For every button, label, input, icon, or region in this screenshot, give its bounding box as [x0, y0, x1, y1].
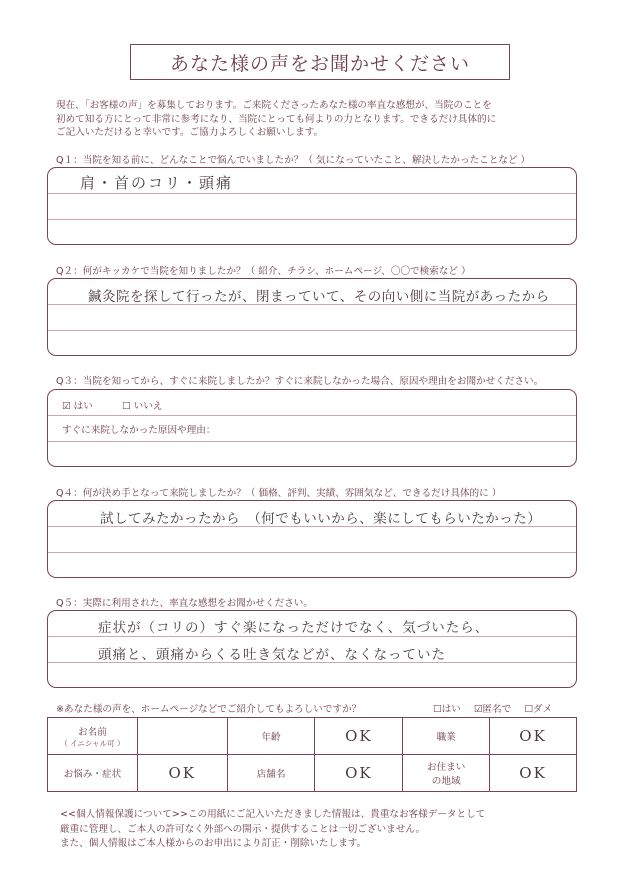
- yes-checkbox[interactable]: ☑ はい: [62, 401, 93, 412]
- age-field[interactable]: [315, 718, 403, 755]
- privacy-line: また、個人情報はご本人様からのお申出により訂正・削除いたします。: [60, 838, 367, 849]
- job-field[interactable]: [490, 718, 577, 755]
- consent-question: ※あなた様の声を、ホームページなどでご紹介してもよろしいですか？: [56, 704, 362, 715]
- answer-line: [48, 636, 576, 637]
- question-1: Q１：当院を知る前に、どんなことで悩んでいましたか？（ 気になっていたこと、解決したかったことなど ）: [56, 155, 531, 166]
- symptom-field[interactable]: [137, 755, 227, 792]
- answer-line: [48, 441, 576, 442]
- privacy-notice: [60, 808, 590, 852]
- answer-box-4[interactable]: [47, 500, 577, 578]
- question-4: Q４：何が決め手となって来院しましたか？（ 価格、評判、実績、雰囲気など、できるだけ具体的に ）: [56, 488, 502, 499]
- name-field[interactable]: [137, 718, 227, 755]
- answer-box-5[interactable]: [47, 610, 577, 688]
- privacy-line: <<個人情報保護について>>この用紙にご記入いただきました情報は、貴重なお客様データとして: [60, 809, 486, 820]
- question-5: Q５：実際に利用された、率直な感想をお聞かせください。: [56, 598, 313, 609]
- symptom-value: OK: [168, 764, 196, 782]
- store-label: 店舗名: [227, 755, 315, 792]
- privacy-line: 厳重に管理し、ご本人の許可なく外部への開示・提供することは一切ございません。: [60, 823, 426, 835]
- consent-options: [433, 701, 552, 715]
- reason-label: すぐに来院しなかった原因や理由：: [62, 425, 216, 436]
- question-2: Q２：何がキッカケで当院を知りましたか？（ 紹介、チラシ、ホームページ、〇〇で検索など ）: [56, 266, 471, 277]
- answer-line: [48, 219, 576, 220]
- name-sub-label: （ イニシャル可 ）: [60, 738, 125, 748]
- consent-anonymous-checkbox[interactable]: ☑匿名で: [473, 704, 512, 715]
- answer-line: [48, 552, 576, 553]
- answer-4-text: 試してみたかったから （何でもいいから、楽にしてもらいたかった）: [100, 511, 542, 527]
- area-field[interactable]: [490, 755, 577, 792]
- answer-box-3[interactable]: [47, 389, 577, 467]
- area-label-cell: [403, 755, 490, 792]
- job-value: OK: [519, 727, 547, 745]
- info-table: [47, 717, 577, 792]
- job-label: 職業: [403, 718, 490, 755]
- area-label-1: お住まい: [427, 762, 466, 773]
- consent-no-checkbox[interactable]: ☐ダメ: [524, 704, 553, 715]
- answer-5-line-2: 頭痛と、頭痛からくる吐き気などが、なくなっていた: [98, 647, 446, 663]
- intro-line: 初めて知る方にとって非常に参考になり、当院にとっても何よりの力となります。できるだけ具体的に: [56, 113, 497, 125]
- area-label-2: の地域: [431, 776, 461, 787]
- store-field[interactable]: [315, 755, 403, 792]
- answer-5-line-1: 症状が（コリの）すぐ楽になっただけでなく、気づいたら、: [98, 620, 490, 636]
- area-value: OK: [519, 764, 547, 782]
- name-label-cell: [48, 718, 138, 755]
- answer-2-text: 鍼灸院を探して行ったが、閉まっていて、その向い側に当院があったから: [88, 289, 550, 305]
- answer-box-2[interactable]: [47, 278, 577, 356]
- no-checkbox[interactable]: ☐ いいえ: [122, 401, 163, 412]
- answer-1-text: 肩・首のコリ・頭痛: [80, 174, 234, 192]
- consent-yes-checkbox[interactable]: ☐はい: [433, 704, 461, 715]
- question-3: Q３：当院を知ってから、すぐに来院しましたか？すぐに来院しなかった場合、原因や理由をお聞かせください。: [56, 376, 544, 387]
- answer-box-1[interactable]: [47, 167, 577, 245]
- answer-line: [48, 415, 576, 416]
- store-value: OK: [345, 764, 373, 782]
- intro-line: ご記入いただけると幸いです。ご協力よろしくお願いします。: [56, 127, 324, 138]
- name-label: お名前: [78, 726, 107, 738]
- age-label: 年齢: [227, 718, 315, 755]
- answer-line: [48, 330, 576, 331]
- intro-text: [56, 99, 586, 140]
- age-value: OK: [345, 727, 373, 745]
- answer-line: [48, 193, 576, 194]
- intro-line: 現在、「お客様の声」を募集しております。ご来院くださったあなた様の率直な感想が、当院のことを: [56, 100, 492, 111]
- symptom-label: お悩み・症状: [48, 755, 138, 792]
- page-title: あなた様の声をお聞かせください: [130, 44, 510, 80]
